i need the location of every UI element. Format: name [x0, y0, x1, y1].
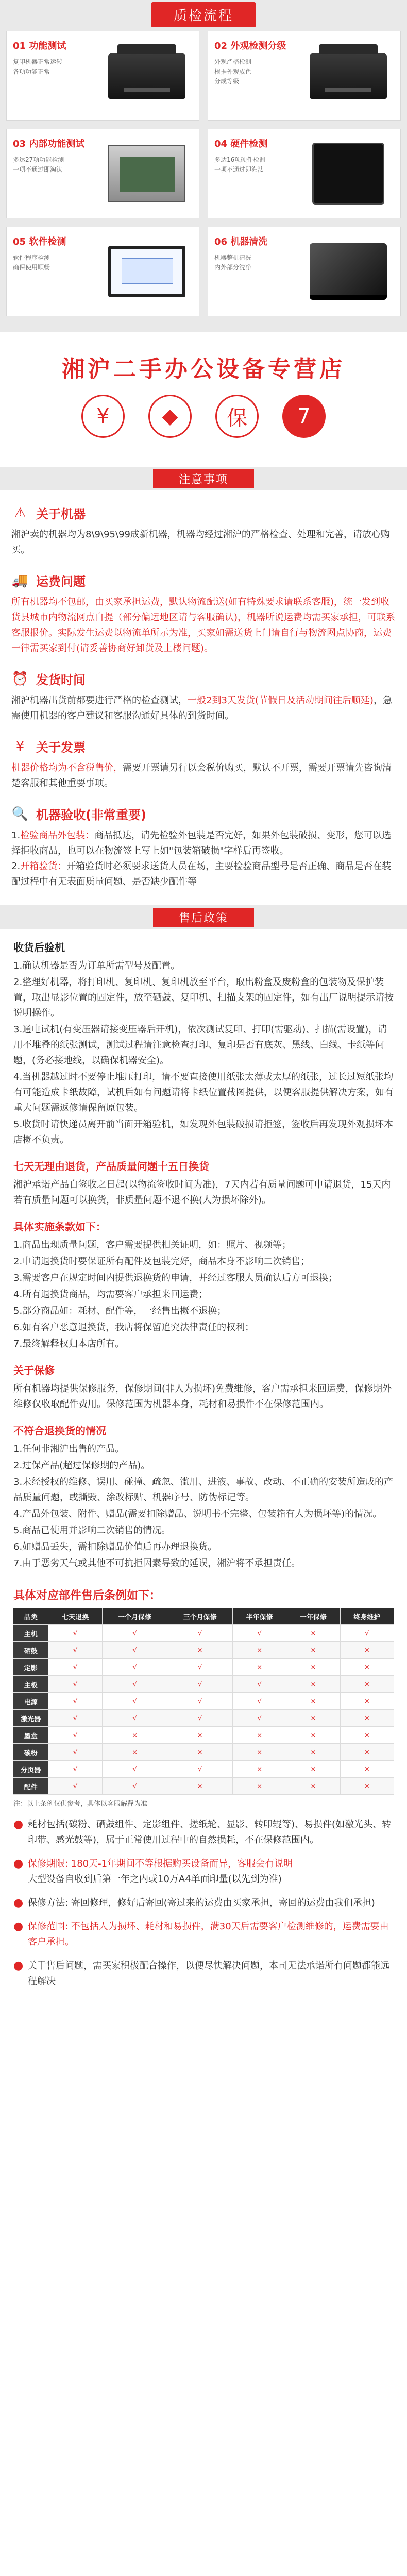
table-row: [13, 1659, 394, 1676]
table-cell: ×: [340, 1744, 394, 1761]
notice-item-title: 关于机器: [36, 507, 86, 521]
final-note-highlight: 保修范围: 不包括人为损坏、耗材和易损件，满30天后需要客户检测维修的，运费需要由客户承担。: [28, 1921, 389, 1947]
policy-para: 5.商品已使用并影响二次销售的情况。: [13, 1525, 171, 1536]
table-cell: √: [102, 1693, 167, 1710]
policy-para: 2.整理好机器，将打印机、复印机、复印机放至平台，取出粉盒及废粉盒的包装物及保护装置，取出显影位置的固定件，放至硒鼓、复印机、扫描支架的固定件，如有出厂说明提示请按说明操作。: [13, 977, 394, 1019]
table-category-cell: 电源: [13, 1693, 48, 1710]
table-cell: √: [232, 1625, 286, 1642]
table-cell: ×: [167, 1744, 233, 1761]
table-cell: ×: [340, 1642, 394, 1659]
table-cell: ×: [340, 1710, 394, 1727]
final-note-item: [13, 1817, 394, 1848]
seven-day-icon: 7: [282, 395, 326, 438]
notice-title: 注意事项: [153, 469, 254, 488]
final-note-item: [13, 1856, 394, 1887]
notice-header-bar: [0, 467, 407, 490]
table-cell: ×: [232, 1744, 286, 1761]
policy-para: 6.如赠品丢失，需扣除赠品价值后再办理退换货。: [13, 1541, 217, 1552]
qc-card-software: [6, 227, 199, 316]
policy-para: 4.所有退换货商品，均需要客户承担来回运费；: [13, 1289, 208, 1300]
policy-para: 1.商品出现质量问题，客户需要提供相关证明，如：照片、视频等；: [13, 1240, 292, 1250]
qc-card-sub: 软件程序检测: [13, 254, 50, 261]
final-note-text: 大型设备自收到后第一年之内或10万A4单面印量(以先到为准): [28, 1874, 282, 1885]
bullet-icon: ●: [13, 1857, 24, 1870]
qc-card-sub: 一项不通过即淘汰: [214, 166, 264, 173]
table-cell: ×: [232, 1727, 286, 1744]
table-cell: √: [102, 1659, 167, 1676]
notice-body-text: 湘沪机器出货前都要进行严格的检查测试，: [11, 695, 188, 706]
table-row: [13, 1727, 394, 1744]
table-cell: ×: [286, 1727, 340, 1744]
table-header-row: [13, 1608, 394, 1625]
policy-block-title: 关于保修: [13, 1364, 55, 1377]
policy-block-body: [13, 1381, 394, 1412]
table-cell: ×: [232, 1659, 286, 1676]
qc-card-sub: 一项不通过即淘汰: [13, 166, 63, 173]
notice-item-body: [11, 693, 396, 724]
table-cell: ×: [286, 1744, 340, 1761]
table-cell: ×: [286, 1642, 340, 1659]
table-category-cell: 定影: [13, 1659, 48, 1676]
table-header-cell: 一年保修: [286, 1608, 340, 1625]
search-icon: 🔍: [11, 806, 29, 822]
policy-para: 所有机器均提供保修服务，保修期间(非人为损坏)免费维修，客户需承担来回运费，保修期外维修仅收取配件费用。保修范围为机器本身，耗材和易损件不在保修范围内。: [13, 1383, 392, 1410]
notice-body-text: 商品抵达，请先检验外包装是否完好，如果外包装破损、变形，您可以选择拒收商品，也可以在物流签上写上如"包装箱破损"字样后再签收。: [11, 830, 392, 856]
policy-section: [0, 939, 407, 1571]
table-cell: ×: [286, 1659, 340, 1676]
table-cell: √: [48, 1659, 102, 1676]
table-cell: √: [102, 1642, 167, 1659]
qc-card-title: 02 外观检测分级: [214, 41, 286, 52]
price-icon: ¥: [81, 395, 125, 438]
notice-item-title: 机器验收(非常重要): [36, 808, 146, 822]
final-note-highlight: 保修期限: 180天-1年期间不等根据购买设备而异，客服会有说明: [28, 1858, 293, 1869]
table-header-cell: 七天退换: [48, 1608, 102, 1625]
table-cell: ×: [340, 1676, 394, 1693]
notice-body-text: 2.: [11, 861, 21, 872]
printer-image: [108, 53, 185, 99]
qc-card-sub: 机器整机清洗: [214, 254, 252, 261]
notice-item-body: 湘沪卖的机器均为8\9\95\99成新机器，机器均经过湘沪的严格检查、处理和完善，请放心购买。: [11, 529, 390, 555]
table-category-cell: 主机: [13, 1625, 48, 1642]
table-cell: √: [102, 1778, 167, 1795]
qc-card-sub: 内外部分洗净: [214, 264, 252, 271]
table-header-cell: 一个月保修: [102, 1608, 167, 1625]
table-category-cell: 激光器: [13, 1710, 48, 1727]
parts-table-title: 具体对应部件售后条例如下：: [13, 1589, 161, 1602]
qc-card-sub: 确保使用顺畅: [13, 264, 50, 271]
table-category-cell: 硒鼓: [13, 1642, 48, 1659]
table-cell: √: [102, 1625, 167, 1642]
bullet-icon: ●: [13, 1920, 24, 1933]
policy-block-body: [13, 1177, 394, 1208]
policy-block-title: 具体实施条款如下：: [13, 1221, 106, 1233]
notice-body-highlight: 机器价格均为不含税售价，: [11, 762, 123, 773]
table-cell: √: [167, 1761, 233, 1778]
warranty-icon: 保: [215, 395, 259, 438]
table-cell: ×: [340, 1659, 394, 1676]
bullet-icon: ●: [13, 1818, 24, 1831]
policy-block-title: 不符合退换货的情况: [13, 1425, 106, 1437]
notice-body-text: ，急需使用机器的客户建议和客服沟通好具体的到货时间。: [11, 695, 392, 721]
policy-block-body: [13, 958, 394, 1148]
notice-body-text: 开箱验货时必须要求送货人员在场，主要检验商品型号是否正确、商品是否在装配过程中有无表面质量问题、是否缺少配件等: [11, 861, 392, 887]
final-note-text: 保修方法: 寄回修理，修好后寄回(寄过来的运费由买家承担，寄回的运费由我们承担): [28, 1897, 375, 1908]
table-cell: √: [48, 1676, 102, 1693]
table-row: [13, 1710, 394, 1727]
table-body: [13, 1625, 394, 1795]
qc-card-sub: 分成等级: [214, 78, 240, 85]
table-cell: ×: [167, 1727, 233, 1744]
table-cell: ×: [286, 1625, 340, 1642]
policy-para: 1.任何非湘沪出售的产品。: [13, 1444, 125, 1454]
table-cell: √: [48, 1778, 102, 1795]
final-note-item: [13, 1958, 394, 1989]
notice-body-highlight: 开箱验货：: [20, 861, 67, 872]
qc-card-sub: 各项功能正常: [13, 68, 50, 75]
notice-item-body: 所有机器均不包邮，由买家承担运费，默认物流配送(如有特殊要求请联系客服)，统一发到收货县城市内物流网点自提（部分偏远地区请与客服确认)，机器所说运费均需买家承担，可联系客服报价。实际发生运费以物流单所示为准，买家如需送货上门请自行与物流网点协商，运费一律需买家到付(请妥善协商好卸货及上楼问题)。: [11, 597, 396, 654]
notice-body-text: 1.: [11, 830, 21, 841]
table-cell: √: [48, 1625, 102, 1642]
table-cell: ×: [232, 1761, 286, 1778]
policy-para: 5.收货时请快递员离开前当面开箱验机，如发现外包装破损请拒签，签收后再发现外观损坏本店概不负责。: [13, 1119, 394, 1145]
table-category-cell: 碳粉: [13, 1744, 48, 1761]
policy-block-body: [13, 1442, 394, 1571]
notice-item-title: 发货时间: [36, 673, 86, 687]
notice-item-body: [11, 828, 396, 890]
table-cell: √: [48, 1744, 102, 1761]
table-header-cell: 终身维护: [340, 1608, 394, 1625]
final-note-text: 关于售后问题，需买家积极配合操作，以便尽快解决问题，本司无法承诺所有问题都能远程解决: [28, 1960, 389, 1987]
table-cell: ×: [167, 1778, 233, 1795]
policy-para: 湘沪承诺产品自签收之日起(以物流签收时间为准)，7天内若有质量问题可申请退货，15天内若有质量问题可以换货，非质量问题不退不换(人为损坏除外)。: [13, 1179, 391, 1206]
table-cell: ×: [167, 1642, 233, 1659]
qc-card-cleaning: [208, 227, 401, 316]
store-banner: [0, 332, 407, 467]
policy-para: 2.过保产品(超过保修期的产品)。: [13, 1460, 150, 1471]
table-cell: ×: [232, 1642, 286, 1659]
bullet-icon: ●: [13, 1959, 24, 1972]
table-cell: ×: [286, 1761, 340, 1778]
table-row: [13, 1693, 394, 1710]
table-cell: ×: [286, 1710, 340, 1727]
final-notes: [0, 1808, 407, 1989]
warning-icon: ⚠: [14, 505, 26, 521]
printer-image: [310, 53, 387, 99]
table-row: [13, 1778, 394, 1795]
bullet-icon: ●: [13, 1896, 24, 1909]
qc-card-function-test: [6, 31, 199, 121]
final-note-item: [13, 1895, 394, 1911]
cleaning-image: [310, 243, 387, 300]
clock-icon: ⏰: [11, 671, 29, 687]
qc-card-sub: 多达27项功能检测: [13, 156, 64, 163]
table-cell: √: [48, 1710, 102, 1727]
table-cell: ×: [340, 1693, 394, 1710]
policy-block-title: 七天无理由退货，产品质量问题十五日换货: [13, 1160, 209, 1173]
software-screen-image: [108, 246, 185, 297]
table-category-cell: 主板: [13, 1676, 48, 1693]
notice-section: [0, 504, 407, 905]
qc-card-title: 04 硬件检测: [214, 139, 268, 149]
policy-block-body: [13, 1238, 394, 1352]
table-cell: ×: [102, 1727, 167, 1744]
notice-body-text: 需要开票请另行以会税价购买，默认不开票，需要开票请先咨询清楚客服和其他重要事项。: [11, 762, 392, 789]
policy-para: 6.如有客户恶意退换货，我店将保留追究法律责任的权利；: [13, 1322, 255, 1333]
table-row: [13, 1642, 394, 1659]
quality-check-section: [0, 0, 407, 332]
table-cell: √: [48, 1761, 102, 1778]
policy-header-bar: [0, 905, 407, 929]
quality-icon: ◆: [148, 395, 192, 438]
policy-para: 4.产品外包装、附件、赠品(需要扣除赠品、说明书不完整、包装箱有人为损坏等)的情况。: [13, 1509, 382, 1519]
table-cell: ×: [102, 1744, 167, 1761]
qc-card-title: 06 机器清洗: [214, 236, 268, 247]
table-category-cell: 墨盒: [13, 1727, 48, 1744]
table-cell: √: [340, 1625, 394, 1642]
quality-check-grid: [0, 29, 407, 316]
policy-para: 4.当机器越过时不要停止堆压打印，请不要直接使用纸张太薄或太厚的纸张，过长过短纸张均有可能造成卡纸故障，试机后如有问题请将卡纸位置截图提供，以便客服提供解决方案，如有重大问题需返修请保留原包装。: [13, 1072, 394, 1113]
yen-icon: ¥: [15, 738, 25, 754]
quality-check-ribbon: [0, 0, 407, 29]
policy-para: 7.最终解释权归本店所有。: [13, 1338, 125, 1349]
table-cell: ×: [340, 1761, 394, 1778]
policy-para: 1.确认机器是否为订单所需型号及配置。: [13, 960, 180, 971]
parts-warranty-table: [13, 1608, 394, 1795]
policy-title: 售后政策: [153, 908, 254, 927]
notice-item-title: 关于发票: [36, 740, 86, 755]
qc-card-sub: 外观严格检测: [214, 58, 252, 65]
qc-card-title: 01 功能测试: [13, 41, 66, 52]
qc-card-sub: 复印机器正常运转: [13, 58, 63, 65]
table-header-cell: 半年保修: [232, 1608, 286, 1625]
table-cell: √: [232, 1676, 286, 1693]
table-cell: ×: [286, 1778, 340, 1795]
final-note-text: 耗材包括(碳粉、硒鼓组件、定影组件、搓纸轮、显影、转印辊等)、易损件(如激光头、转印带、感光鼓等)，属于正常使用过程中的自然损耗，不在保修范围内。: [28, 1819, 392, 1845]
qc-card-title: 05 软件检测: [13, 236, 66, 247]
table-category-cell: 分页器: [13, 1761, 48, 1778]
table-cell: √: [232, 1693, 286, 1710]
table-header-cell: 品类: [13, 1608, 48, 1625]
table-cell: ×: [232, 1778, 286, 1795]
table-cell: √: [102, 1761, 167, 1778]
table-cell: √: [102, 1676, 167, 1693]
table-category-cell: 配件: [13, 1778, 48, 1795]
table-cell: √: [232, 1710, 286, 1727]
table-cell: √: [167, 1659, 233, 1676]
store-title: 湘沪二手办公设备专营店: [62, 356, 345, 382]
table-cell: √: [48, 1693, 102, 1710]
internal-panel-image: [108, 145, 185, 202]
table-cell: √: [167, 1676, 233, 1693]
table-cell: ×: [340, 1727, 394, 1744]
qc-card-title: 03 内部功能测试: [13, 139, 85, 149]
qc-card-sub: 多达16项硬件检测: [214, 156, 266, 163]
banner-icons: [0, 395, 407, 438]
table-cell: √: [102, 1710, 167, 1727]
final-note-item: [13, 1919, 394, 1950]
quality-check-title: 质检流程: [151, 2, 256, 27]
truck-icon: 🚚: [11, 572, 29, 588]
table-row: [13, 1625, 394, 1642]
table-cell: √: [167, 1710, 233, 1727]
policy-para: 7.由于恶劣天气或其他不可抗拒因素导致的延误，湘沪将不承担责任。: [13, 1558, 301, 1569]
qc-card-hardware: [208, 129, 401, 218]
policy-para: 2.申请退换货时要保证所有配件及包装完好，商品本身不影响二次销售；: [13, 1256, 310, 1267]
table-cell: √: [48, 1642, 102, 1659]
policy-block-title: 收货后验机: [13, 941, 65, 954]
table-row: [13, 1761, 394, 1778]
qc-card-appearance: [208, 31, 401, 121]
table-header-cell: 三个月保修: [167, 1608, 233, 1625]
table-cell: ×: [286, 1676, 340, 1693]
table-row: [13, 1676, 394, 1693]
notice-body-highlight: 一般2到3天发货(节假日及活动期间往后顺延): [188, 695, 374, 706]
notice-body-highlight: 检验商品外包装：: [20, 830, 95, 841]
table-row: [13, 1744, 394, 1761]
hardware-image: [312, 143, 384, 205]
qc-card-internal-test: [6, 129, 199, 218]
policy-para: 3.通电试机(有变压器请接变压器后开机)，依次测试复印、打印(需驱动)、扫描(需设置)，请用不堆叠的纸张测试，测试过程请注意检查打印、复印是否有底灰、黑线、白线、卡纸等问题，(务必接地线，以确保机器安全)。: [13, 1024, 387, 1066]
qc-card-sub: 根据外观成色: [214, 68, 252, 75]
table-cell: √: [167, 1625, 233, 1642]
policy-para: 3.未经授权的维修、误用、碰撞、疏忽、滥用、进液、事故、改动、不正确的安装所造成的产品质量问题，或撕毁、涂改标贴、机器序号、防伪标记等。: [13, 1477, 394, 1503]
table-cell: ×: [340, 1778, 394, 1795]
table-cell: √: [48, 1727, 102, 1744]
table-cell: ×: [286, 1693, 340, 1710]
policy-para: 3.需要客户在规定时间内提供退换货的申请，并经过客服人员确认后方可退换；: [13, 1273, 338, 1283]
table-note: 注：以上条例仅供参考，具体以客服解释为准: [13, 1800, 148, 1808]
notice-item-title: 运费问题: [36, 574, 86, 589]
policy-para: 5.部分商品如：耗材、配件等，一经售出概不退换；: [13, 1306, 227, 1316]
table-cell: √: [167, 1693, 233, 1710]
notice-item-body: [11, 760, 396, 791]
